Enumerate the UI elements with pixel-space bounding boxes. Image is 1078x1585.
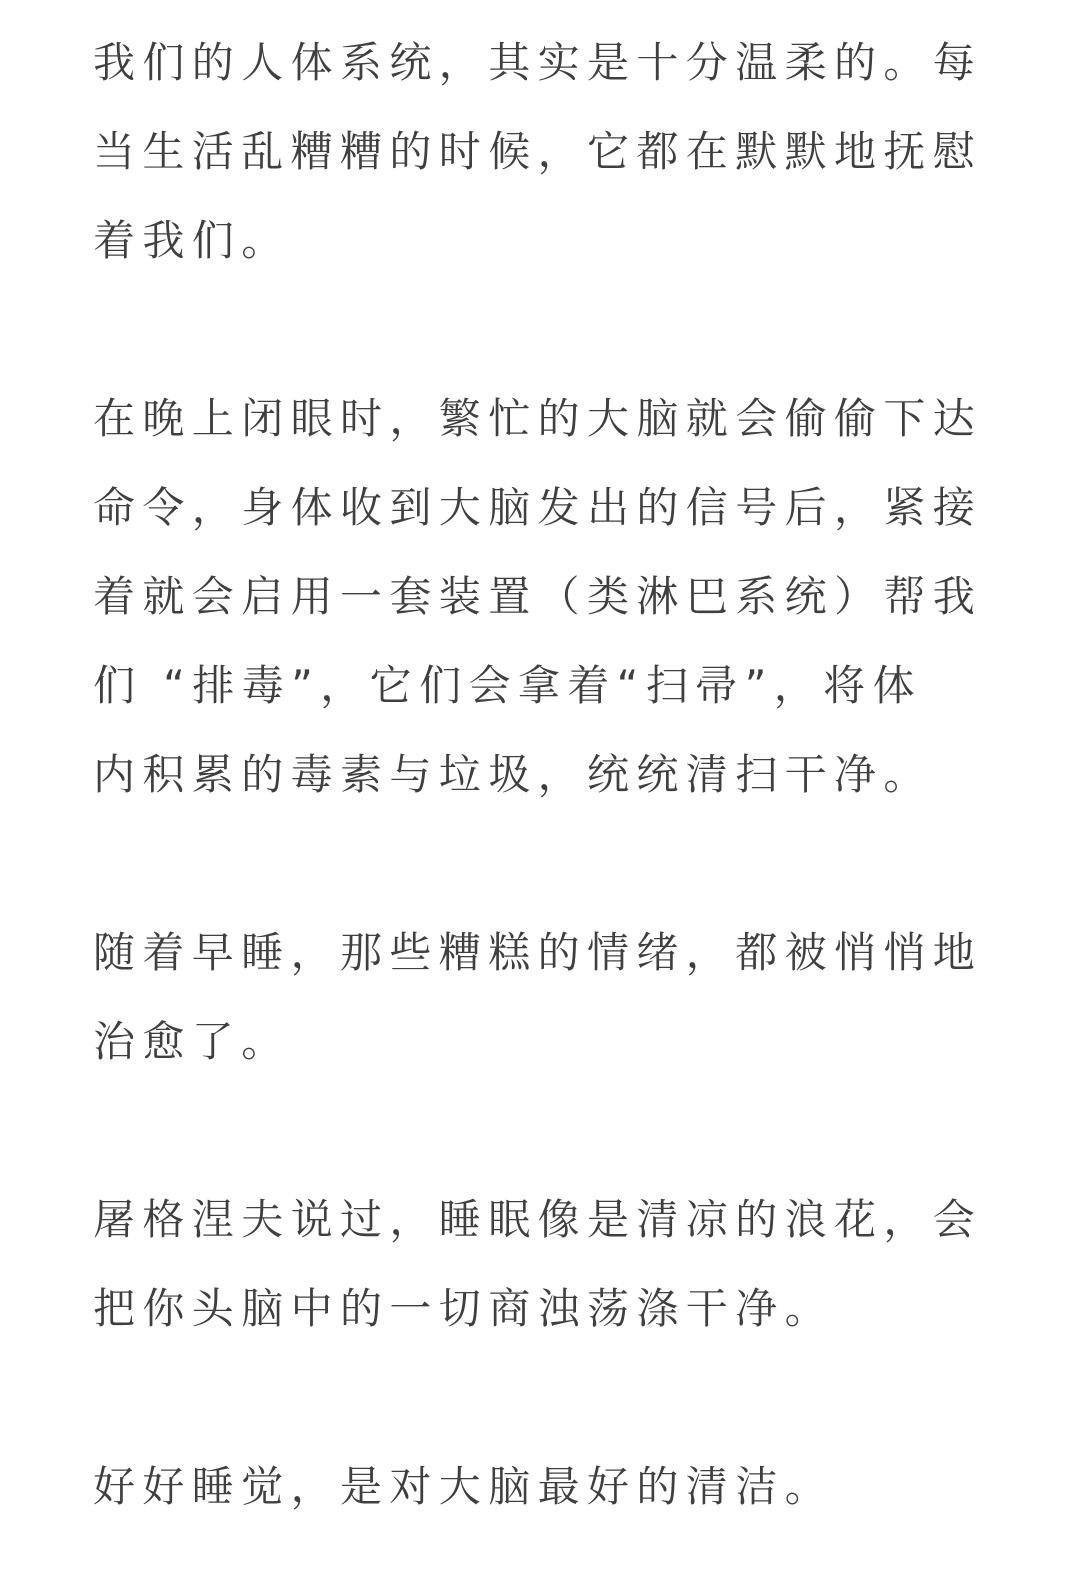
- paragraph-3: 随着早睡，那些糟糕的情绪，都被悄悄地 治愈了。: [93, 928, 983, 1066]
- paragraph-spacer: [93, 1086, 985, 1175]
- paragraph-spacer: [93, 819, 985, 908]
- paragraph-spacer: [93, 1353, 985, 1442]
- paragraph-4: 屠格涅夫说过，睡眠像是清凉的浪花，会 把你头脑中的一切商浊荡涤干净。: [93, 1195, 983, 1333]
- paragraph-spacer: [93, 285, 985, 374]
- paragraph-1: 我们的人体系统，其实是十分温柔的。每 当生活乱糟糟的时候，它都在默默地抚慰 着我们。: [93, 38, 983, 265]
- paragraph-2: 在晚上闭眼时，繁忙的大脑就会偷偷下达 命令，身体收到大脑发出的信号后，紧接 着就会启用一套装置（类淋巴系统）帮我 们 “排毒”，它们会拿着“扫帚”，将体 内积累的毒素与垃圾，统统清扫干净。: [93, 394, 983, 799]
- article-body: [93, 18, 985, 1531]
- paragraph-5: 好好睡觉，是对大脑最好的清洁。: [93, 1462, 835, 1511]
